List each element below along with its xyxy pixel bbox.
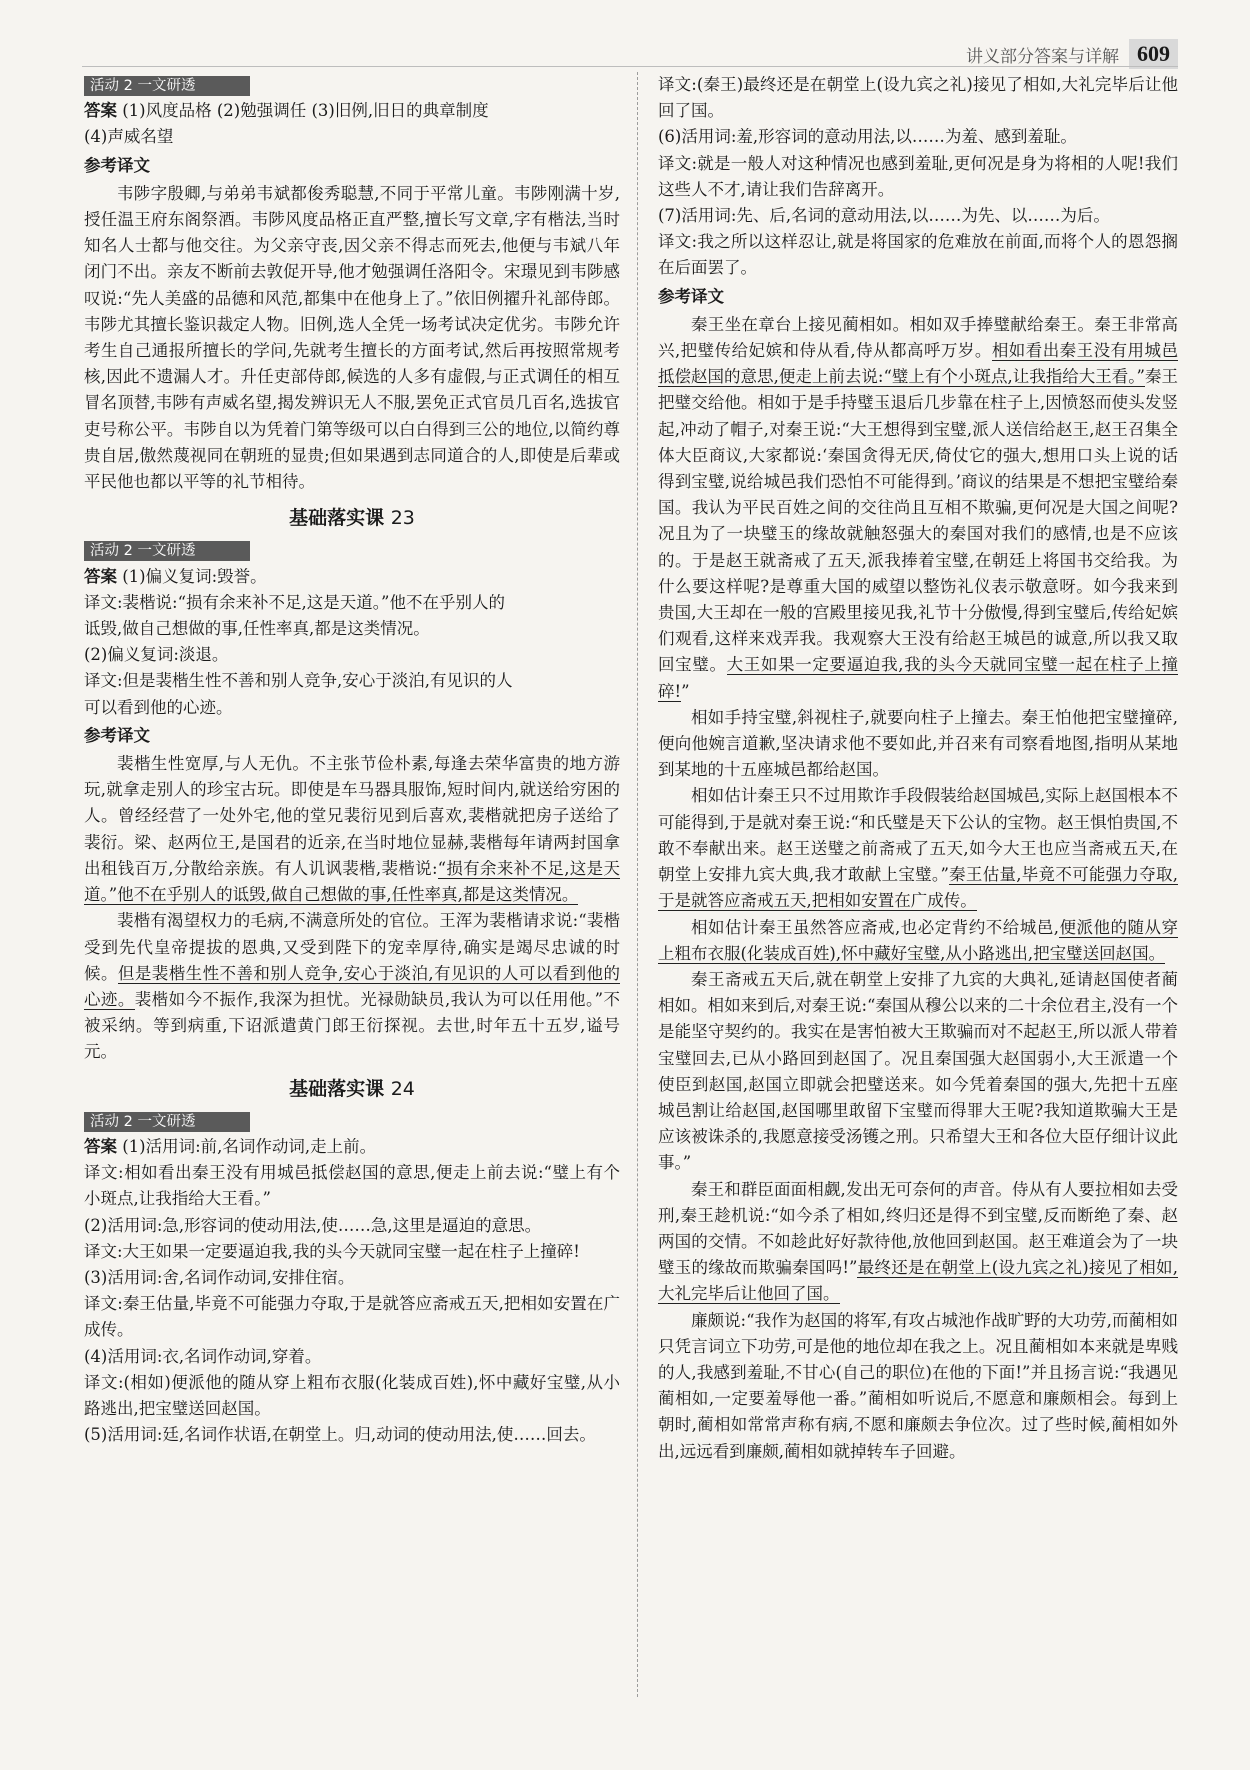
- activity-bar: 活动 2 一文研透: [84, 541, 250, 561]
- header-rule: [82, 66, 1178, 67]
- lesson-title: 基础落实课 24: [289, 1077, 415, 1100]
- section-title: 讲义部分答案与详解: [966, 46, 1119, 67]
- answer-text-2: (4)声威名望: [84, 127, 174, 147]
- translation-paragraph: 相如估计秦王虽然答应斋戒,也必定背约不给城邑,便派他的随从穿上粗布衣服(化装成百姓),怀中藏好宝璧,从小路逃出,把宝璧送回赵国。: [658, 917, 1178, 963]
- answer-translation: 译文:相如看出秦王没有用城邑抵偿赵国的意思,便走上前去说:“璧上有个小斑点,让我指给大王看。”: [84, 1163, 620, 1209]
- answer-item: (6)活用词:羞,形容词的意动用法,以……为羞、感到羞耻。: [658, 127, 1077, 147]
- answer-translation: 译文:但是裴楷生性不善和别人竞争,安心于淡泊,有见识的人: [84, 671, 513, 691]
- answer-translation: 译文:秦王估量,毕竟不可能强力夺取,于是就答应斋戒五天,把相如安置在广成传。: [84, 1294, 620, 1340]
- answer-translation: 译文:(秦王)最终还是在朝堂上(设九宾之礼)接见了相如,大礼完毕后让他回了国。: [658, 75, 1178, 121]
- lesson-title: 基础落实课 23: [289, 507, 415, 530]
- page-number: 609: [1129, 39, 1178, 69]
- answer-item: (1)活用词:前,名词作动词,走上前。: [122, 1136, 377, 1156]
- left-column: [84, 72, 620, 1448]
- answer-translation: 译文:大王如果一定要逼迫我,我的头今天就同宝璧一起在柱子上撞碎!: [84, 1241, 580, 1261]
- translation-heading: 参考译文: [84, 155, 150, 175]
- translation-paragraph: 裴楷有渴望权力的毛病,不满意所处的官位。王浑为裴楷请求说:“裴楷受到先代皇帝提拔的恩典,又受到陛下的宠幸厚待,确实是竭尽忠诚的时候。但是裴楷生性不善和别人竞争,安心于淡泊,有见识的人可以看到他的心迹。裴楷如今不振作,我深为担忧。光禄勋缺员,我认为可以任用他。”不被采纳。等到病重,下诏派遣黄门郎王衍探视。去世,时年五十五岁,谥号元。: [84, 911, 620, 1062]
- answer-item: (5)活用词:廷,名词作状语,在朝堂上。归,动词的使动用法,使……回去。: [84, 1425, 596, 1445]
- answer-item: (7)活用词:先、后,名词的意动用法,以……为先、以……为后。: [658, 206, 1110, 226]
- answer-label: 答案: [84, 566, 117, 586]
- translation-heading: 参考译文: [658, 286, 724, 306]
- answer-translation: 译文:裴楷说:“损有余来补不足,这是天道。”他不在乎别人的: [84, 592, 505, 612]
- answer-label: 答案: [84, 1136, 117, 1156]
- answer-text: (1)风度品格 (2)勉强调任 (3)旧例,旧日的典章制度: [122, 101, 489, 121]
- right-column: [658, 72, 1178, 1465]
- translation-paragraph: 相如手持宝璧,斜视柱子,就要向柱子上撞去。秦王怕他把宝璧撞碎,便向他婉言道歉,坚决请求他不要如此,并召来有司察看地图,指明从某地到某地的十五座城邑都给赵国。: [658, 707, 1178, 780]
- answer-translation: 可以看到他的心迹。: [84, 697, 233, 717]
- translation-paragraph: 裴楷生性宽厚,与人无仇。不主张节俭朴素,每逢去荣华富贵的地方游玩,就拿走别人的珍宝古玩。即使是车马器具服饰,短时间内,就送给穷困的人。曾经经营了一处外宅,他的堂兄裴衍见到后喜欢,裴楷就把房子送给了裴衍。梁、赵两位王,是国君的近亲,在当时地位显赫,裴楷每年请两封国拿出租钱百万,分散给亲族。有人讥讽裴楷,裴楷说:“损有余来补不足,这是天道。”他不在乎别人的诋毁,做自己想做的事,任性率真,都是这类情况。: [84, 754, 620, 905]
- translation-paragraph: 相如估计秦王只不过用欺诈手段假装给赵国城邑,实际上赵国根本不可能得到,于是就对秦王说:“和氏璧是天下公认的宝物。赵王惧怕贵国,不敢不奉献出来。赵王送璧之前斋戒了五天,如今大王也应当斋戒五天,在朝堂上安排九宾大典,我才敢献上宝璧。”秦王估量,毕竟不可能强力夺取,于是就答应斋戒五天,把相如安置在广成传。: [658, 786, 1178, 911]
- answer-translation: 译文:我之所以这样忍让,就是将国家的危难放在前面,而将个人的恩怨搁在后面罢了。: [658, 232, 1178, 278]
- answer-item: (4)活用词:衣,名词作动词,穿着。: [84, 1346, 322, 1366]
- translation-paragraph: 秦王斋戒五天后,就在朝堂上安排了九宾的大典礼,延请赵国使者蔺相如。相如来到后,对秦王说:“秦国从穆公以来的二十余位君主,没有一个是能坚守契约的。我实在是害怕被大王欺骗而对不起赵王,所以派人带着宝璧回去,已从小路回到赵国了。况且秦国强大赵国弱小,大王派遣一个使臣到赵国,赵国立即就会把璧送来。如今凭着秦国的强大,先把十五座城邑割让给赵国,赵国哪里敢留下宝璧而得罪大王呢?我知道欺骗大王是应该被诛杀的,我愿意接受汤镬之刑。只希望大王和各位大臣仔细计议此事。”: [658, 969, 1178, 1173]
- activity-bar: 活动 2 一文研透: [84, 1112, 250, 1132]
- answer-translation: 译文:就是一般人对这种情况也感到羞耻,更何况是身为将相的人呢!我们这些人不才,请让我们告辞离开。: [658, 153, 1178, 199]
- translation-paragraph: 秦王和群臣面面相觑,发出无可奈何的声音。侍从有人要拉相如去受刑,秦王趁机说:“如今杀了相如,终归还是得不到宝璧,反而断绝了秦、赵两国的交情。不如趁此好好款待他,放他回到赵国。赵王难道会为了一块璧玉的缘故而欺骗秦国吗!”最终还是在朝堂上(设九宾之礼)接见了相如,大礼完毕后让他回了国。: [658, 1179, 1178, 1304]
- answer-item: (1)偏义复词:毁誉。: [122, 566, 267, 586]
- answer-translation: 译文:(相如)便派他的随从穿上粗布衣服(化装成百姓),怀中藏好宝璧,从小路逃出,把宝璧送回赵国。: [84, 1372, 620, 1418]
- activity-bar: 活动 2 一文研透: [84, 76, 250, 96]
- answer-item: (2)活用词:急,形容词的使动用法,使……急,这里是逼迫的意思。: [84, 1215, 542, 1235]
- answer-item: (3)活用词:舍,名词作动词,安排住宿。: [84, 1267, 355, 1287]
- translation-heading: 参考译文: [84, 725, 150, 745]
- translation-paragraph: 廉颇说:“我作为赵国的将军,有攻占城池作战旷野的大功劳,而蔺相如只凭言词立下功劳,可是他的地位却在我之上。况且蔺相如本来就是卑贱的人,我感到羞耻,不甘心(自己的职位)在他的下面!”并且扬言说:“我遇见蔺相如,一定要羞辱他一番。”蔺相如听说后,不愿意和廉颇相会。每到上朝时,蔺相如常常声称有病,不愿和廉颇去争位次。过了些时候,蔺相如外出,远远看到廉颇,蔺相如就掉转车子回避。: [658, 1310, 1178, 1461]
- answer-label: 答案: [84, 101, 117, 121]
- column-divider: [637, 72, 638, 1697]
- answer-item: (2)偏义复词:淡退。: [84, 645, 229, 665]
- answer-translation: 诋毁,做自己想做的事,任性率真,都是这类情况。: [84, 619, 430, 639]
- translation-paragraph: 秦王坐在章台上接见蔺相如。相如双手捧璧献给秦王。秦王非常高兴,把璧传给妃嫔和侍从看,侍从都高呼万岁。相如看出秦王没有用城邑抵偿赵国的意思,便走上前去说:“璧上有个小斑点,让我指给大王看。”秦王把璧交给他。相如于是手持璧玉退后几步靠在柱子上,因愤怒而使头发竖起,冲动了帽子,对秦王说:“大王想得到宝璧,派人送信给赵王,赵王召集全体大臣商议,大家都说:‘秦国贪得无厌,倚仗它的强大,想用口头上说的话得到宝璧,说给城邑我们恐怕不可能得到。’商议的结果是不想把宝璧给秦国。我认为平民百姓之间的交往尚且互相不欺骗,更何况是大国之间呢?况且为了一块璧玉的缘故就触怒强大的秦国对我们的感情,也是不应该的。于是赵王就斋戒了五天,派我捧着宝璧,在朝廷上将国书交给我。为什么要这样呢?是尊重大国的威望以整饬礼仪表示敬意呀。如今我来到贵国,大王却在一般的宫殿里接见我,礼节十分傲慢,得到宝璧后,传给妃嫔们观看,这样来戏弄我。我观察大王没有给赵王城邑的诚意,所以我又取回宝璧。大王如果一定要逼迫我,我的头今天就同宝璧一起在柱子上撞碎!”: [658, 314, 1179, 701]
- translation-paragraph: 韦陟字殷卿,与弟弟韦斌都俊秀聪慧,不同于平常儿童。韦陟刚满十岁,授任温王府东阁祭酒。韦陟风度品格正直严整,擅长写文章,字有楷法,当时知名人士都与他交往。为父亲守丧,因父亲不得志而死去,他便与韦斌八年闭门不出。亲友不断前去敦促开导,他才勉强调任洛阳令。宋璟见到韦陟感叹说:“先人美盛的品德和风范,都集中在他身上了。”依旧例擢升礼部侍郎。韦陟尤其擅长鉴识裁定人物。旧例,选人全凭一场考试决定优劣。韦陟允许考生自己通报所擅长的学问,先就考生擅长的方面考试,然后再按照常规考核,因此不遗漏人才。升任吏部侍郎,候选的人多有虚假,与正式调任的相互冒名顶替,韦陟有声威名望,揭发辨识无人不服,罢免正式官员几百名,选拔官吏号称公平。韦陟自以为凭着门第等级可以白白得到三公的地位,以简约尊贵自居,傲然蔑视同在朝班的显贵;但如果遇到志同道合的人,即使是后辈或平民他也都以平等的礼节相待。: [84, 183, 620, 492]
